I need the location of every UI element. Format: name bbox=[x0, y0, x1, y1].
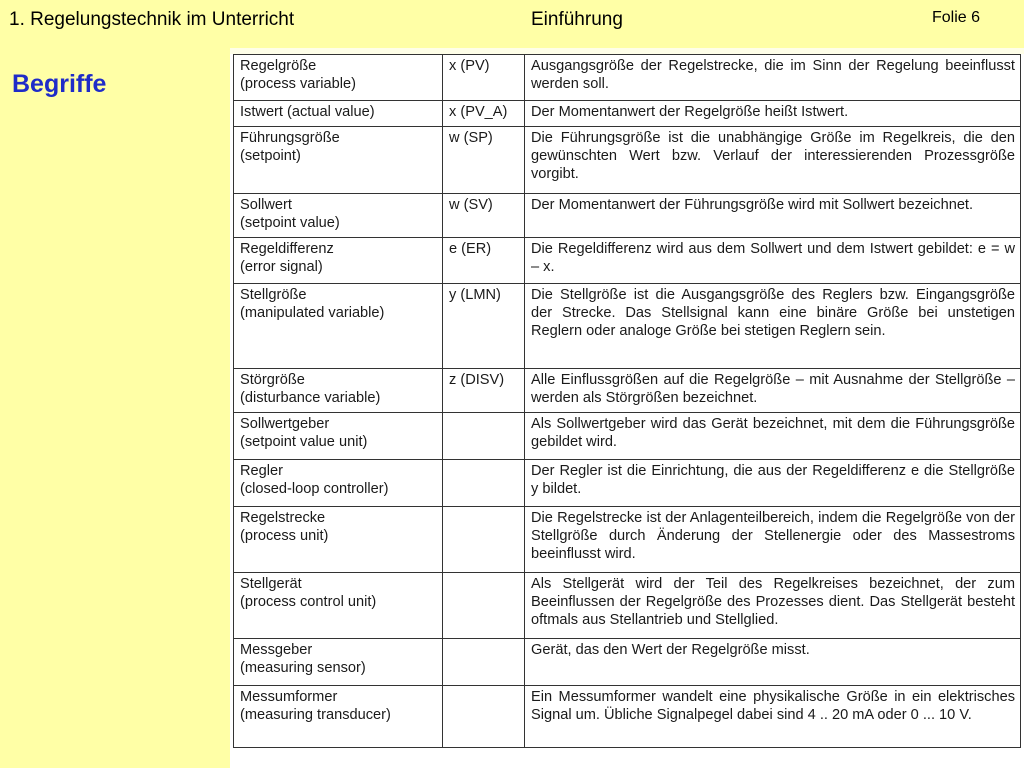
term-en: (disturbance variable) bbox=[240, 389, 381, 406]
table-row bbox=[234, 639, 1021, 685]
description-cell: Ein Messumformer wandelt eine physikalische Größe in ein elektrisches Signal um. Übliche Signalpegel dabei sind 4 .. 20 mA oder 0 ... 10 V. bbox=[525, 685, 1021, 747]
slide-title: Begriffe bbox=[12, 70, 107, 98]
term-cell bbox=[234, 284, 443, 368]
term-de: Regler bbox=[240, 463, 283, 480]
table-row bbox=[234, 284, 1021, 368]
term-cell bbox=[234, 572, 443, 638]
table-row bbox=[234, 413, 1021, 460]
description-cell: Als Stellgerät wird der Teil des Regelkreises bezeichnet, der zum Beeinflussen der Regelgröße des Prozesses dient. Das Stellgerät besteht oftmals aus Stellantrieb und Stellglied. bbox=[525, 572, 1021, 638]
term-en: (measuring sensor) bbox=[240, 660, 366, 677]
term-cell bbox=[234, 101, 443, 127]
description-cell: Die Regeldifferenz wird aus dem Sollwert und dem Istwert gebildet: e = w – x. bbox=[525, 238, 1021, 284]
term-de: Stellgröße bbox=[240, 287, 307, 304]
table-row bbox=[234, 572, 1021, 638]
symbol-cell bbox=[443, 639, 525, 685]
symbol-cell: x (PV_A) bbox=[443, 101, 525, 127]
term-cell bbox=[234, 506, 443, 572]
table-row bbox=[234, 238, 1021, 284]
term-de: Regelgröße bbox=[240, 58, 317, 74]
term-cell bbox=[234, 685, 443, 747]
slide-header bbox=[0, 0, 1024, 48]
term-cell bbox=[234, 193, 443, 237]
description-cell: Die Regelstrecke ist der Anlagenteilbereich, indem die Regelgröße von der Stellgröße durch Änderung der Stellenergie oder des Massestroms beeinflusst wird. bbox=[525, 506, 1021, 572]
table-row bbox=[234, 55, 1021, 101]
description-cell: Ausgangsgröße der Regelstrecke, die im Sinn der Regelung beeinflusst werden soll. bbox=[525, 55, 1021, 101]
description-cell: Gerät, das den Wert der Regelgröße misst. bbox=[525, 639, 1021, 685]
symbol-cell: x (PV) bbox=[443, 55, 525, 101]
table-body bbox=[234, 55, 1021, 748]
term-cell bbox=[234, 639, 443, 685]
symbol-cell bbox=[443, 460, 525, 506]
symbol-cell bbox=[443, 413, 525, 460]
term-de: Istwert (actual value) bbox=[240, 104, 375, 121]
symbol-cell: w (SP) bbox=[443, 127, 525, 193]
symbol-cell: e (ER) bbox=[443, 238, 525, 284]
term-de: Stellgerät bbox=[240, 575, 302, 592]
term-de: Störgröße bbox=[240, 371, 305, 388]
table-row bbox=[234, 685, 1021, 747]
term-de: Messumformer bbox=[240, 688, 338, 705]
description-cell: Der Regler ist die Einrichtung, die aus der Regeldifferenz e die Stellgröße y bildet. bbox=[525, 460, 1021, 506]
term-en: (setpoint) bbox=[240, 148, 301, 165]
table-row bbox=[234, 368, 1021, 412]
table-row bbox=[234, 193, 1021, 237]
table-row bbox=[234, 460, 1021, 506]
term-cell bbox=[234, 460, 443, 506]
term-cell bbox=[234, 413, 443, 460]
term-en: (process control unit) bbox=[240, 593, 377, 610]
description-cell: Alle Einflussgrößen auf die Regelgröße – mit Ausnahme der Stellgröße – werden als Störgrößen bezeichnet. bbox=[525, 368, 1021, 412]
section-title: Einführung bbox=[531, 9, 623, 30]
chapter-title: 1. Regelungstechnik im Unterricht bbox=[9, 9, 295, 30]
symbol-cell: w (SV) bbox=[443, 193, 525, 237]
symbol-cell: z (DISV) bbox=[443, 368, 525, 412]
symbol-cell bbox=[443, 506, 525, 572]
term-en: (closed-loop controller) bbox=[240, 481, 389, 498]
description-cell: Als Sollwertgeber wird das Gerät bezeichnet, mit dem die Führungsgröße gebildet wird. bbox=[525, 413, 1021, 460]
definitions-table-container bbox=[233, 54, 1021, 748]
term-en: (measuring transducer) bbox=[240, 706, 391, 723]
symbol-cell bbox=[443, 685, 525, 747]
table-row bbox=[234, 506, 1021, 572]
term-de: Regelstrecke bbox=[240, 509, 326, 526]
slide-number: Folie 6 bbox=[931, 9, 980, 26]
term-cell bbox=[234, 238, 443, 284]
definitions-table bbox=[233, 54, 1021, 748]
description-cell: Die Führungsgröße ist die unabhängige Größe im Regelkreis, die den gewünschten Wert bzw. Verlauf der interessierenden Prozessgröße vorgibt. bbox=[525, 127, 1021, 193]
term-de: Messgeber bbox=[240, 642, 313, 659]
term-en: (error signal) bbox=[240, 259, 323, 276]
term-cell bbox=[234, 55, 443, 101]
term-de: Führungsgröße bbox=[240, 130, 340, 147]
term-en: (process variable) bbox=[240, 76, 356, 92]
table-row bbox=[234, 127, 1021, 193]
term-en: (setpoint value) bbox=[240, 214, 340, 231]
table-row bbox=[234, 101, 1021, 127]
description-cell: Die Stellgröße ist die Ausgangsgröße des Reglers bzw. Eingangsgröße der Strecke. Das Stellsignal kann eine binäre Größe bei unstetigen Reglern oder analoge Größe bei stetigen Reglern sein. bbox=[525, 284, 1021, 368]
term-en: (process unit) bbox=[240, 527, 329, 544]
symbol-cell bbox=[443, 572, 525, 638]
term-en: (setpoint value unit) bbox=[240, 434, 368, 451]
term-en: (manipulated variable) bbox=[240, 305, 385, 322]
term-cell bbox=[234, 368, 443, 412]
sidebar bbox=[0, 48, 230, 768]
description-cell: Der Momentanwert der Regelgröße heißt Istwert. bbox=[525, 101, 1021, 127]
term-de: Regeldifferenz bbox=[240, 241, 334, 258]
term-cell bbox=[234, 127, 443, 193]
term-de: Sollwertgeber bbox=[240, 416, 330, 433]
description-cell: Der Momentanwert der Führungsgröße wird mit Sollwert bezeichnet. bbox=[525, 193, 1021, 237]
term-de: Sollwert bbox=[240, 196, 292, 213]
symbol-cell: y (LMN) bbox=[443, 284, 525, 368]
